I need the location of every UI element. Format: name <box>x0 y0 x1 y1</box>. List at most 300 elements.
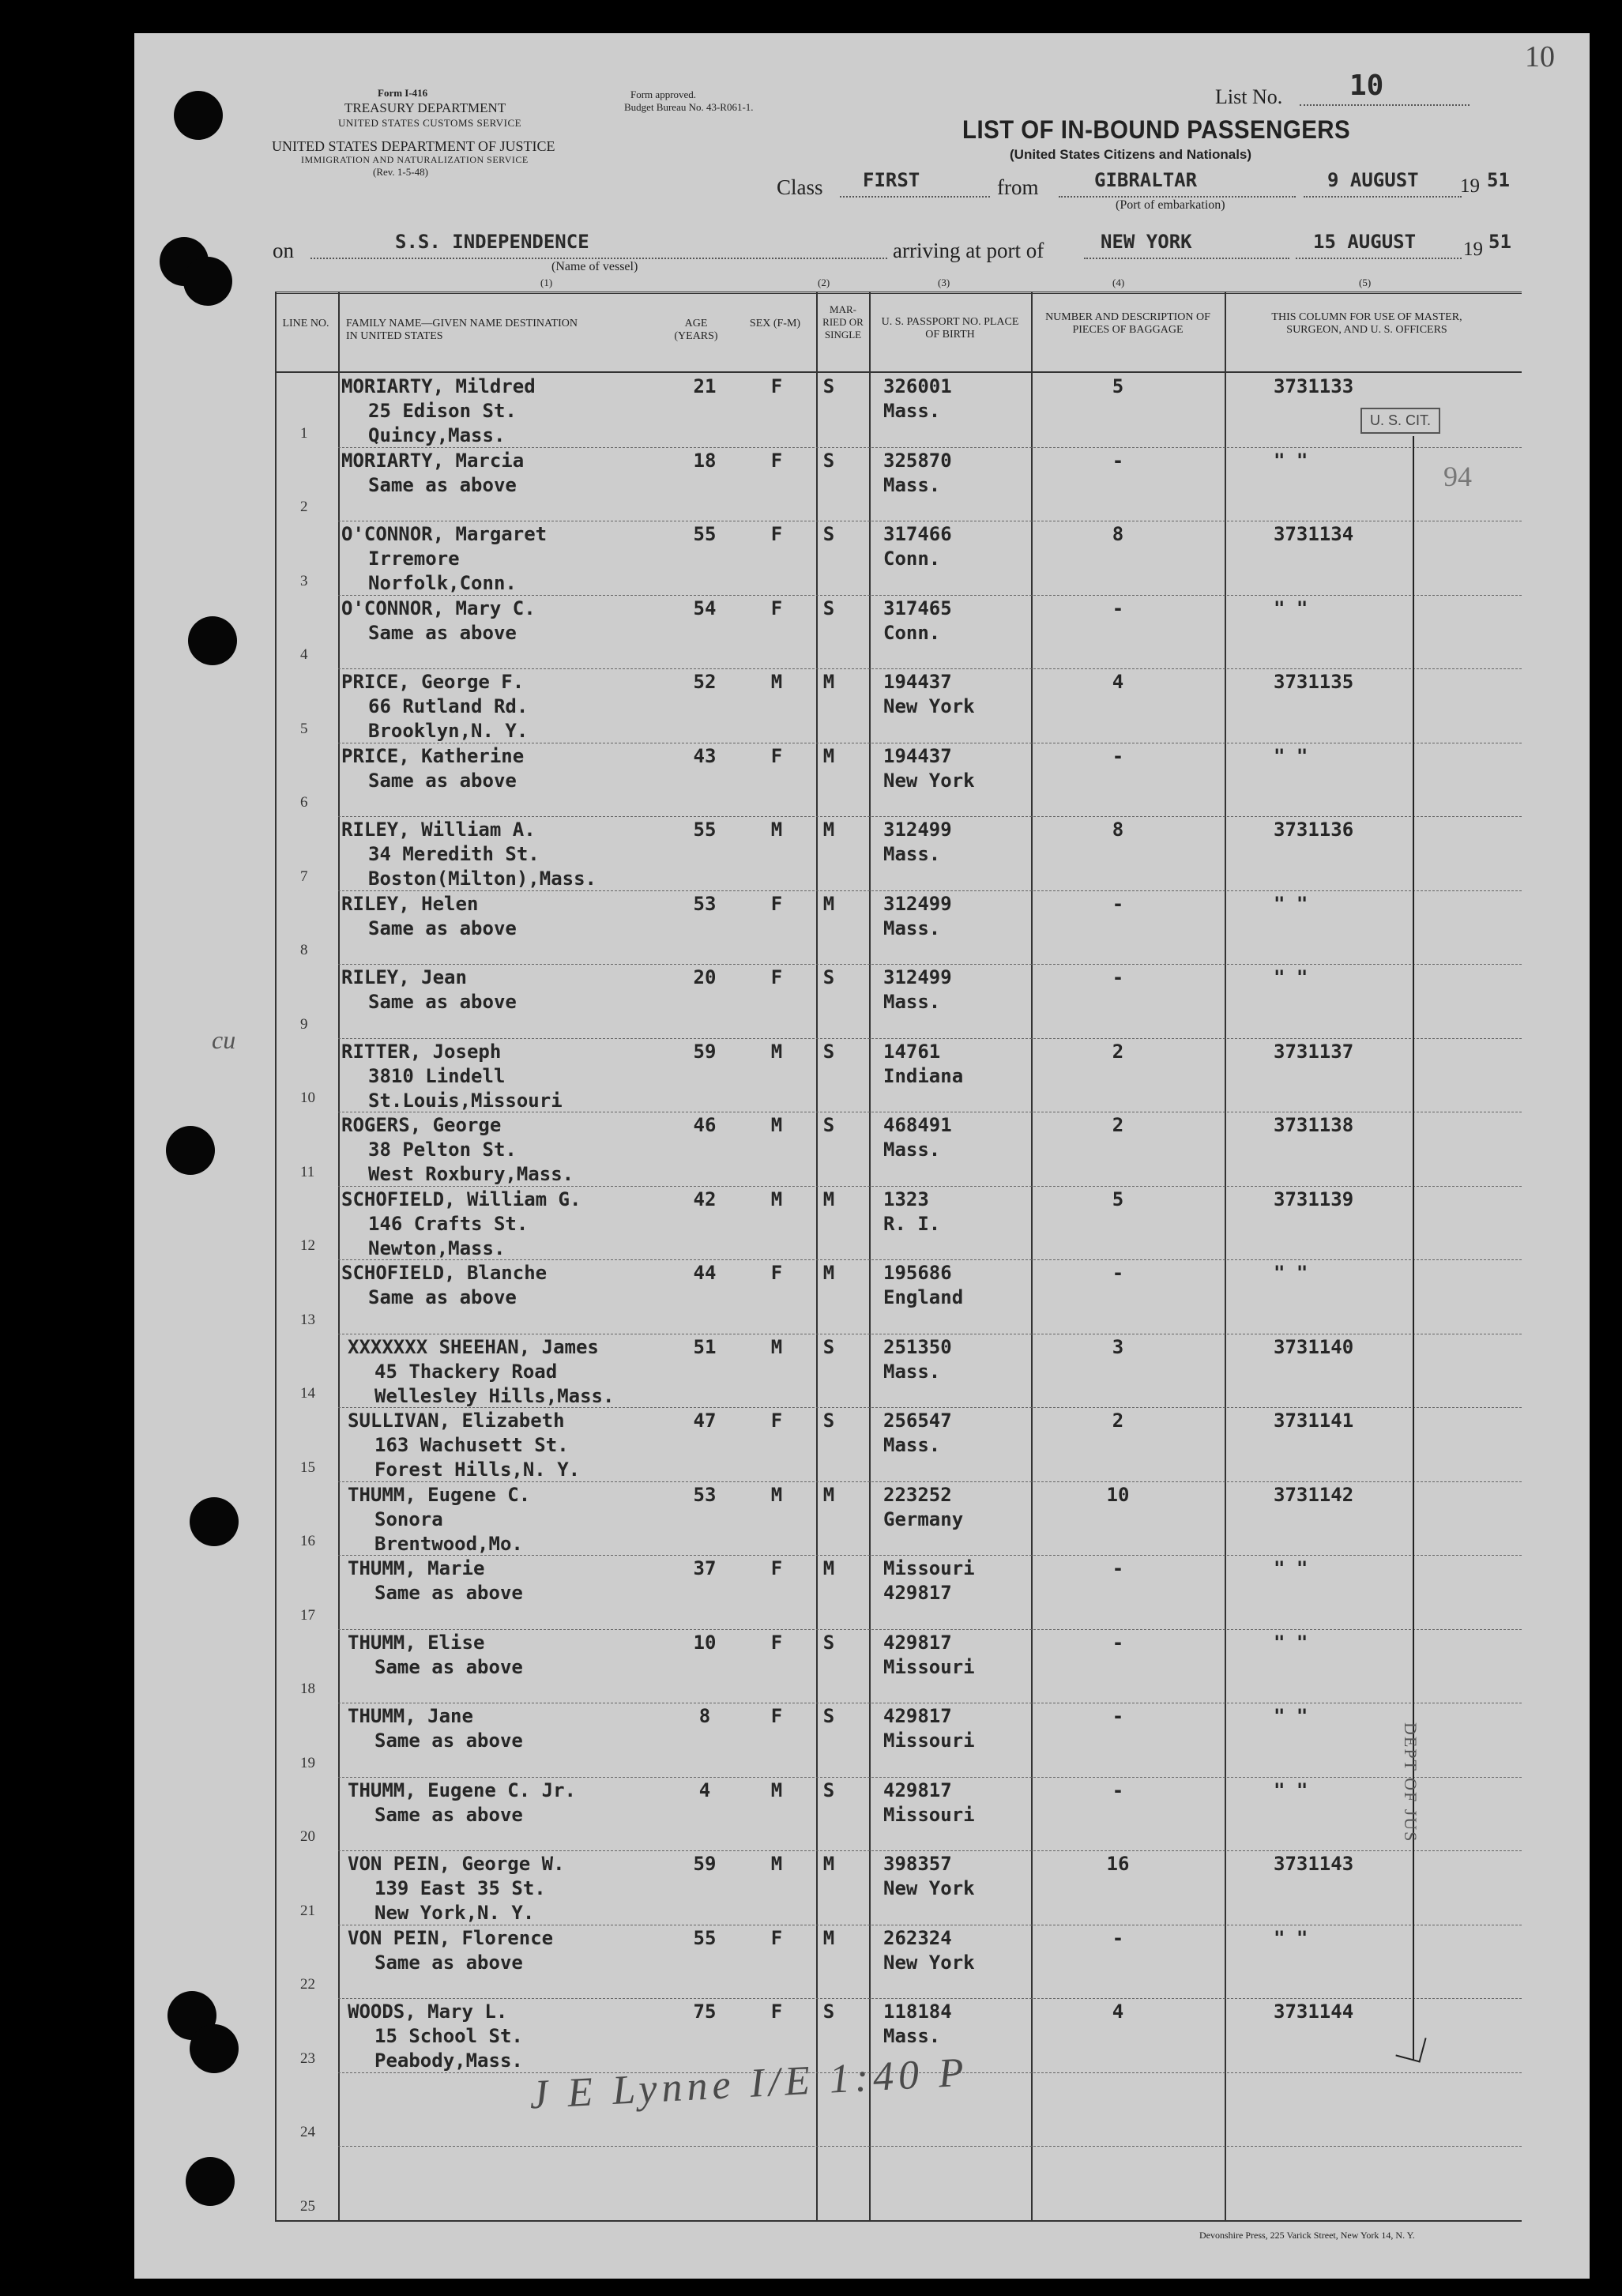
margin-initials: cu <box>212 1026 236 1054</box>
passenger-name: MORIARTY, Mildred <box>341 375 536 397</box>
passenger-passport: 262324 <box>883 1926 952 1949</box>
passenger-birthplace: Mass. <box>883 1139 941 1161</box>
passenger-name: RITTER, Joseph <box>341 1040 502 1063</box>
passenger-birthplace: New York <box>883 1877 975 1899</box>
passenger-officer: 3731139 <box>1274 1188 1354 1210</box>
passenger-age: 51 <box>693 1335 717 1358</box>
passenger-city: Brooklyn,N. Y. <box>368 720 529 742</box>
passenger-officer: " " <box>1274 1262 1308 1284</box>
passenger-officer: 3731142 <box>1274 1483 1354 1506</box>
punch-hole <box>186 2157 235 2206</box>
line-number: 16 <box>300 1533 315 1549</box>
passenger-age: 18 <box>693 449 717 472</box>
line-number: 24 <box>300 2124 315 2140</box>
passenger-passport: 326001 <box>883 375 952 397</box>
passenger-birthplace: Missouri <box>883 1803 975 1826</box>
passenger-ms: M <box>822 1926 835 1949</box>
passenger-sex: F <box>770 449 783 472</box>
passenger-name: RILEY, William A. <box>341 819 536 841</box>
line-number: 15 <box>300 1459 315 1476</box>
passenger-city: Quincy,Mass. <box>368 424 506 446</box>
passenger-name: RILEY, Helen <box>341 892 479 915</box>
line-number: 11 <box>300 1163 315 1180</box>
passenger-baggage: 2 <box>1112 1114 1124 1136</box>
passenger-ms: S <box>822 1335 835 1358</box>
passenger-name: THUMM, Jane <box>348 1705 473 1727</box>
passenger-city: Norfolk,Conn. <box>368 572 517 594</box>
passenger-ms: S <box>822 597 835 619</box>
row-separator <box>338 816 1522 817</box>
arriving-label: arriving at port of <box>893 239 1044 262</box>
passenger-passport: 317466 <box>883 523 952 545</box>
row-separator <box>338 668 1522 669</box>
line-number: 10 <box>300 1090 315 1106</box>
passenger-age: 21 <box>693 375 717 397</box>
margin-number: 94 <box>1443 461 1472 492</box>
passenger-birthplace: New York <box>883 695 975 717</box>
passenger-sex: F <box>770 744 783 767</box>
passenger-birthplace: Conn. <box>883 548 941 570</box>
passenger-officer: 3731136 <box>1274 819 1354 841</box>
passenger-name: THUMM, Eugene C. Jr. <box>348 1778 576 1801</box>
departure-year-prefix: 19 <box>1460 175 1480 197</box>
row-separator <box>338 1259 1522 1260</box>
class-dots <box>840 196 990 198</box>
passenger-birthplace: 429817 <box>883 1582 952 1604</box>
ins-service: IMMIGRATION AND NATURALIZATION SERVICE <box>301 154 529 165</box>
header-age: AGE (YEARS) <box>674 318 718 342</box>
passenger-ms: M <box>822 1262 835 1284</box>
rev-date: (Rev. 1-5-48) <box>373 166 428 178</box>
passenger-baggage: 8 <box>1112 819 1124 841</box>
passenger-sex: F <box>770 2001 783 2023</box>
passenger-ms: S <box>822 1631 835 1654</box>
passenger-officer: 3731137 <box>1274 1040 1354 1063</box>
arrival-port-dots <box>1084 258 1289 259</box>
passenger-baggage: 5 <box>1112 375 1124 397</box>
passenger-sex: F <box>770 1557 783 1579</box>
passenger-sex: F <box>770 1926 783 1949</box>
passenger-ms: S <box>822 449 835 472</box>
passenger-officer: 3731133 <box>1274 375 1354 397</box>
arrival-port: NEW YORK <box>1101 231 1192 253</box>
passenger-age: 53 <box>693 1483 717 1506</box>
row-separator <box>338 964 1522 965</box>
passenger-passport: 325870 <box>883 449 952 472</box>
row-separator <box>338 1629 1522 1630</box>
header-baggage: NUMBER AND DESCRIPTION OF PIECES OF BAGGAGE <box>1045 311 1210 336</box>
departure-date: 9 AUGUST <box>1327 169 1419 191</box>
form-approved: Form approved. <box>630 88 697 100</box>
on-label: on <box>273 239 294 262</box>
passenger-age: 20 <box>693 966 717 988</box>
list-no-value: 10 <box>1349 70 1384 102</box>
passenger-passport: Missouri <box>883 1557 975 1579</box>
passenger-passport: 429817 <box>883 1778 952 1801</box>
corner-page-mark: 10 <box>1525 40 1555 73</box>
col-number: (4) <box>1112 277 1125 288</box>
passenger-address: 45 Thackery Road <box>374 1360 558 1383</box>
passenger-birthplace: Mass. <box>883 473 941 496</box>
header-sex: SEX (F-M) <box>749 318 801 329</box>
passenger-baggage: 10 <box>1106 1483 1130 1506</box>
passenger-baggage: - <box>1112 1778 1124 1801</box>
passenger-baggage: - <box>1112 744 1124 767</box>
passenger-officer: 3731141 <box>1274 1410 1354 1432</box>
passenger-address: Same as above <box>368 473 517 496</box>
passenger-officer: " " <box>1274 597 1308 619</box>
departure-year: 51 <box>1487 169 1510 191</box>
side-stamp: DEPT OF JUS <box>1401 1722 1421 1843</box>
header-bottom-border <box>275 371 1522 373</box>
col-divider <box>869 292 871 2220</box>
vessel-caption: (Name of vessel) <box>551 260 638 273</box>
row-separator <box>338 1038 1522 1039</box>
passenger-ms: M <box>822 1557 835 1579</box>
passenger-passport: 14761 <box>883 1040 941 1063</box>
passenger-birthplace: Mass. <box>883 400 941 422</box>
passenger-address: Same as above <box>368 917 517 939</box>
passenger-birthplace: Conn. <box>883 621 941 644</box>
passenger-passport: 251350 <box>883 1335 952 1358</box>
passenger-sex: F <box>770 1410 783 1432</box>
passenger-age: 59 <box>693 1040 717 1063</box>
passenger-address: 66 Rutland Rd. <box>368 695 529 717</box>
passenger-name: PRICE, Katherine <box>341 744 525 767</box>
passenger-passport: 312499 <box>883 892 952 915</box>
header-passport: U. S. PASSPORT NO. PLACE OF BIRTH <box>881 316 1019 341</box>
passenger-ms: S <box>822 2001 835 2023</box>
port-caption: (Port of embarkation) <box>1116 198 1225 212</box>
passenger-sex: M <box>770 671 783 693</box>
passenger-ms: S <box>822 1778 835 1801</box>
passenger-city: Newton,Mass. <box>368 1236 506 1259</box>
passenger-birthplace: R. I. <box>883 1212 941 1235</box>
passenger-address: Sonora <box>374 1507 443 1530</box>
passenger-officer: 3731143 <box>1274 1853 1354 1875</box>
passenger-baggage: 16 <box>1106 1853 1130 1875</box>
passenger-baggage: 5 <box>1112 1188 1124 1210</box>
passenger-city: New York,N. Y. <box>374 1902 535 1924</box>
passenger-baggage: - <box>1112 1557 1124 1579</box>
passenger-age: 47 <box>693 1410 717 1432</box>
passenger-name: WOODS, Mary L. <box>348 2001 508 2023</box>
punch-hole <box>183 257 232 306</box>
passenger-ms: S <box>822 523 835 545</box>
passenger-sex: F <box>770 1262 783 1284</box>
passenger-ms: S <box>822 375 835 397</box>
passenger-ms: S <box>822 966 835 988</box>
justice-dept: UNITED STATES DEPARTMENT OF JUSTICE <box>272 138 555 154</box>
passenger-age: 44 <box>693 1262 717 1284</box>
passenger-address: Same as above <box>374 1730 523 1752</box>
passenger-officer: " " <box>1274 1631 1308 1654</box>
passenger-baggage: 2 <box>1112 1410 1124 1432</box>
passenger-birthplace: Mass. <box>883 1360 941 1383</box>
passenger-birthplace: New York <box>883 769 975 792</box>
passenger-sex: F <box>770 1705 783 1727</box>
line-number: 12 <box>300 1237 315 1254</box>
arrival-year-prefix: 19 <box>1463 239 1483 260</box>
passenger-officer: " " <box>1274 1926 1308 1949</box>
passenger-address: 15 School St. <box>374 2025 523 2047</box>
passenger-passport: 312499 <box>883 819 952 841</box>
passenger-passport: 194437 <box>883 671 952 693</box>
passenger-name: THUMM, Eugene C. <box>348 1483 531 1506</box>
line-number: 21 <box>300 1902 315 1919</box>
line-number: 17 <box>300 1606 315 1624</box>
passenger-age: 43 <box>693 744 717 767</box>
passenger-address: Same as above <box>374 1951 523 1974</box>
page-title: LIST OF IN-BOUND PASSENGERS <box>962 115 1351 144</box>
passenger-baggage: - <box>1112 597 1124 619</box>
passenger-baggage: 8 <box>1112 523 1124 545</box>
passenger-passport: 429817 <box>883 1705 952 1727</box>
vessel-name: S.S. INDEPENDENCE <box>395 231 589 253</box>
passenger-baggage: 3 <box>1112 1335 1124 1358</box>
passenger-age: 55 <box>693 1926 717 1949</box>
passenger-name: XXXXXXX SHEEHAN, James <box>348 1335 599 1358</box>
passenger-name: O'CONNOR, Mary C. <box>341 597 536 619</box>
passenger-address: Same as above <box>368 991 517 1013</box>
passenger-ms: S <box>822 1040 835 1063</box>
passenger-address: 25 Edison St. <box>368 400 517 422</box>
passenger-sex: M <box>770 1188 783 1210</box>
class-label: Class <box>777 175 823 199</box>
passenger-ms: S <box>822 1410 835 1432</box>
passenger-passport: 195686 <box>883 1262 952 1284</box>
line-number: 22 <box>300 1976 315 1993</box>
line-number: 2 <box>300 499 308 515</box>
punch-hole <box>174 91 223 140</box>
passenger-baggage: 4 <box>1112 2001 1124 2023</box>
line-number: 14 <box>300 1385 315 1402</box>
col-divider <box>275 292 277 2220</box>
passenger-officer: " " <box>1274 449 1308 472</box>
passenger-passport: 468491 <box>883 1114 952 1136</box>
passenger-officer: " " <box>1274 966 1308 988</box>
treasury-dept: TREASURY DEPARTMENT <box>344 100 506 115</box>
passenger-baggage: - <box>1112 1705 1124 1727</box>
form-number: Form I-416 <box>378 87 428 99</box>
list-no-label: List No. <box>1215 85 1283 108</box>
line-number: 23 <box>300 2049 315 2067</box>
line-number: 9 <box>300 1015 308 1033</box>
row-separator <box>338 1777 1522 1778</box>
vessel-dots <box>310 258 887 259</box>
line-number: 3 <box>300 572 308 589</box>
line-number: 19 <box>300 1754 315 1771</box>
passenger-officer: " " <box>1274 1778 1308 1801</box>
punch-hole <box>190 1497 239 1546</box>
passenger-name: VON PEIN, Florence <box>348 1926 554 1949</box>
passenger-name: SULLIVAN, Elizabeth <box>348 1410 565 1432</box>
passenger-passport: 118184 <box>883 2001 952 2023</box>
passenger-name: SCHOFIELD, Blanche <box>341 1262 548 1284</box>
passenger-passport: 429817 <box>883 1631 952 1654</box>
passenger-sex: F <box>770 892 783 915</box>
printer-imprint: Devonshire Press, 225 Varick Street, New York 14, N. Y. <box>1199 2230 1415 2241</box>
passenger-address: 163 Wachusett St. <box>374 1434 569 1456</box>
passenger-ms: M <box>822 1853 835 1875</box>
passenger-city: St.Louis,Missouri <box>368 1089 563 1112</box>
passenger-passport: 256547 <box>883 1410 952 1432</box>
passenger-name: VON PEIN, George W. <box>348 1853 565 1875</box>
passenger-baggage: - <box>1112 892 1124 915</box>
passenger-sex: M <box>770 1040 783 1063</box>
header-line-no: LINE NO. <box>282 318 329 329</box>
passenger-officer: 3731144 <box>1274 2001 1354 2023</box>
passenger-age: 55 <box>693 523 717 545</box>
from-value: GIBRALTAR <box>1094 169 1198 191</box>
passenger-city: Peabody,Mass. <box>374 2049 523 2072</box>
passenger-age: 75 <box>693 2001 717 2023</box>
passenger-name: THUMM, Elise <box>348 1631 485 1654</box>
row-separator <box>338 447 1522 448</box>
col-number: (5) <box>1359 277 1372 288</box>
passenger-ms: M <box>822 1483 835 1506</box>
passenger-name: ROGERS, George <box>341 1114 502 1136</box>
punch-hole <box>166 1126 215 1175</box>
passenger-name: MORIARTY, Marcia <box>341 449 525 472</box>
passenger-city: Forest Hills,N. Y. <box>374 1459 581 1481</box>
passenger-age: 53 <box>693 892 717 915</box>
passenger-officer: 3731135 <box>1274 671 1354 693</box>
passenger-passport: 223252 <box>883 1483 952 1506</box>
passenger-baggage: - <box>1112 966 1124 988</box>
table-top-border <box>275 292 1522 294</box>
passenger-age: 55 <box>693 819 717 841</box>
passenger-address: Same as above <box>368 769 517 792</box>
line-number: 7 <box>300 868 308 885</box>
budget-bureau: Budget Bureau No. 43-R061-1. <box>624 101 754 113</box>
passenger-age: 4 <box>698 1778 711 1801</box>
passenger-city: Boston(Milton),Mass. <box>368 868 596 890</box>
passenger-ms: M <box>822 744 835 767</box>
passenger-passport: 194437 <box>883 744 952 767</box>
col-number: (1) <box>540 277 553 288</box>
passenger-birthplace: Missouri <box>883 1655 975 1678</box>
passenger-name: SCHOFIELD, William G. <box>341 1188 581 1210</box>
passenger-officer: 3731140 <box>1274 1335 1354 1358</box>
page-subtitle: (United States Citizens and Nationals) <box>1010 147 1252 162</box>
list-no-dots <box>1300 104 1470 106</box>
row-separator <box>338 1998 1522 1999</box>
passenger-address: Same as above <box>374 1655 523 1678</box>
passenger-name: THUMM, Marie <box>348 1557 485 1579</box>
passenger-sex: M <box>770 1114 783 1136</box>
header-name: FAMILY NAME—GIVEN NAME DESTINATION IN UNITED STATES <box>346 318 578 342</box>
passenger-ms: M <box>822 671 835 693</box>
passenger-baggage: - <box>1112 1631 1124 1654</box>
passenger-name: RILEY, Jean <box>341 966 467 988</box>
line-number: 6 <box>300 794 308 811</box>
header-married: MAR-RIED OR SINGLE <box>822 303 864 341</box>
passenger-age: 8 <box>698 1705 711 1727</box>
table-bottom-border <box>275 2220 1522 2222</box>
passenger-city: Brentwood,Mo. <box>374 1532 523 1555</box>
passenger-sex: M <box>770 819 783 841</box>
passenger-passport: 312499 <box>883 966 952 988</box>
passenger-baggage: 4 <box>1112 671 1124 693</box>
col-number: (2) <box>818 277 830 288</box>
passenger-birthplace: England <box>883 1286 964 1308</box>
passenger-officer: 3731134 <box>1274 523 1354 545</box>
inspector-signature: J E Lynne I/E 1:40 P <box>528 2049 970 2118</box>
line-number: 8 <box>300 942 308 958</box>
from-dots <box>1059 196 1296 198</box>
line-number: 4 <box>300 646 308 663</box>
passenger-name: PRICE, George F. <box>341 671 525 693</box>
passenger-age: 46 <box>693 1114 717 1136</box>
passenger-sex: M <box>770 1335 783 1358</box>
passenger-sex: F <box>770 1631 783 1654</box>
passenger-birthplace: Mass. <box>883 991 941 1013</box>
passenger-address: Same as above <box>374 1582 523 1604</box>
passenger-address: Same as above <box>368 621 517 644</box>
customs-service: UNITED STATES CUSTOMS SERVICE <box>338 117 522 129</box>
punch-hole <box>190 2024 239 2073</box>
passenger-birthplace: Missouri <box>883 1730 975 1752</box>
passenger-address: Same as above <box>374 1803 523 1826</box>
passenger-sex: F <box>770 966 783 988</box>
passenger-address: Irremore <box>368 548 460 570</box>
passenger-sex: F <box>770 375 783 397</box>
line-number: 20 <box>300 1828 315 1845</box>
passenger-age: 10 <box>693 1631 717 1654</box>
passenger-birthplace: Mass. <box>883 917 941 939</box>
passenger-city: Wellesley Hills,Mass. <box>374 1384 615 1407</box>
passenger-birthplace: Mass. <box>883 843 941 865</box>
passenger-birthplace: Mass. <box>883 1434 941 1456</box>
row-separator <box>338 2146 1522 2147</box>
passenger-address: 3810 Lindell <box>368 1064 506 1087</box>
passenger-age: 37 <box>693 1557 717 1579</box>
arrival-year: 51 <box>1488 231 1511 253</box>
passenger-baggage: 2 <box>1112 1040 1124 1063</box>
passenger-birthplace: New York <box>883 1951 975 1974</box>
col-divider <box>1031 292 1033 2220</box>
row-separator <box>338 1850 1522 1851</box>
passenger-sex: M <box>770 1853 783 1875</box>
passenger-officer: " " <box>1274 744 1308 767</box>
passenger-passport: 317465 <box>883 597 952 619</box>
passenger-birthplace: Mass. <box>883 2025 941 2047</box>
passenger-baggage: - <box>1112 1926 1124 1949</box>
passenger-name: O'CONNOR, Margaret <box>341 523 548 545</box>
passenger-passport: 1323 <box>883 1188 929 1210</box>
passenger-officer: " " <box>1274 892 1308 915</box>
line-number: 18 <box>300 1681 315 1697</box>
passenger-sex: M <box>770 1483 783 1506</box>
col-number: (3) <box>938 277 950 288</box>
passenger-address: 146 Crafts St. <box>368 1212 529 1235</box>
passenger-ms: S <box>822 1705 835 1727</box>
passenger-baggage: - <box>1112 449 1124 472</box>
passenger-passport: 398357 <box>883 1853 952 1875</box>
passenger-address: 34 Meredith St. <box>368 843 540 865</box>
passenger-address: 139 East 35 St. <box>374 1877 546 1899</box>
passenger-sex: F <box>770 523 783 545</box>
us-cit-stamp: U. S. CIT. <box>1360 408 1440 434</box>
line-number: 1 <box>300 424 308 442</box>
line-number: 5 <box>300 720 308 737</box>
passenger-age: 52 <box>693 671 717 693</box>
col-divider <box>1225 292 1226 2220</box>
line-number: 13 <box>300 1311 315 1328</box>
passenger-city: West Roxbury,Mass. <box>368 1163 574 1185</box>
passenger-baggage: - <box>1112 1262 1124 1284</box>
